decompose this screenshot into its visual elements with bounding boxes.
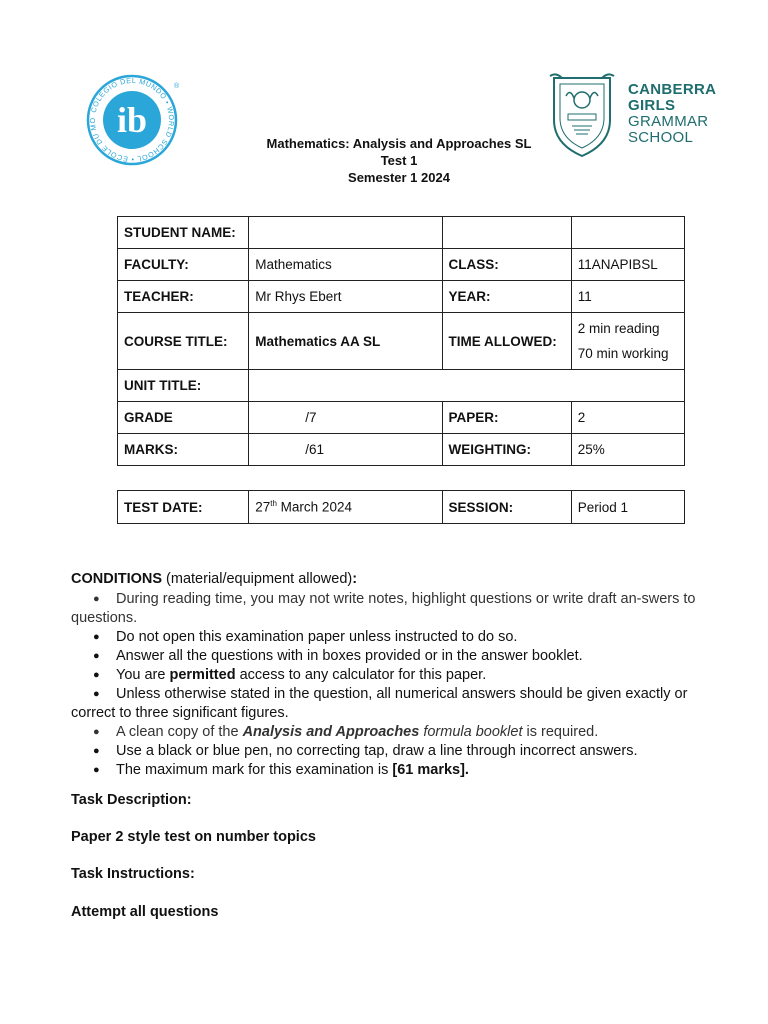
- unit-title-field[interactable]: [249, 370, 685, 402]
- school-name-line2: GIRLS: [628, 97, 676, 114]
- title-block: [200, 135, 598, 186]
- paper-value: 2: [571, 402, 684, 434]
- condition-item: ● Use a black or blue pen, no correcting tap, draw a line through incorrect answers.: [93, 743, 638, 759]
- condition-item: ● During reading time, you may not write notes, highlight questions or write draft an-swers to questions.: [71, 591, 696, 626]
- class-label: CLASS:: [442, 249, 571, 281]
- faculty-label: FACULTY:: [118, 249, 249, 281]
- task-instructions-value: Attempt all questions: [71, 904, 219, 920]
- time-allowed-label: TIME ALLOWED:: [442, 313, 571, 370]
- task-description-value: Paper 2 style test on number topics: [71, 829, 316, 845]
- test-number: Test 1: [380, 153, 418, 168]
- semester: Semester 1 2024: [348, 170, 450, 185]
- task-description-label: Task Description:: [71, 792, 192, 808]
- svg-text:®: ®: [174, 83, 180, 90]
- blank-cell: [442, 217, 571, 249]
- condition-item: ● Unless otherwise stated in the question, all numerical answers should be given exactly or correct to three significant figures.: [71, 686, 688, 721]
- grade-label: GRADE: [118, 402, 249, 434]
- year-value: 11: [571, 281, 684, 313]
- date-table: [117, 490, 685, 524]
- conditions-heading: CONDITIONS (material/equipment allowed):: [71, 571, 358, 587]
- reading-time: 2 min reading: [577, 321, 660, 336]
- course-title-label: COURSE TITLE:: [118, 313, 249, 370]
- class-value: 11ANAPIBSL: [571, 249, 684, 281]
- marks-label: MARKS:: [118, 434, 249, 466]
- session-value: Period 1: [571, 491, 684, 524]
- conditions-section: [71, 570, 711, 780]
- year-label: YEAR:: [442, 281, 571, 313]
- teacher-label: TEACHER:: [118, 281, 249, 313]
- working-time: 70 min working: [577, 346, 669, 361]
- grade-value[interactable]: /7: [249, 402, 442, 434]
- course-title-value: Mathematics AA SL: [249, 313, 442, 370]
- teacher-value: Mr Rhys Ebert: [249, 281, 442, 313]
- ib-logo: [84, 72, 180, 168]
- school-name-line3: GRAMMAR: [628, 113, 709, 130]
- condition-item: ● Do not open this examination paper unless instructed to do so.: [93, 629, 518, 645]
- student-name-label: STUDENT NAME:: [118, 217, 249, 249]
- test-date-label: TEST DATE:: [118, 491, 249, 524]
- school-name-line4: SCHOOL: [628, 129, 694, 146]
- marks-value[interactable]: /61: [249, 434, 442, 466]
- student-name-field[interactable]: [249, 217, 442, 249]
- condition-item: ● The maximum mark for this examination is [61 marks].: [93, 762, 469, 778]
- condition-item: ● Answer all the questions with in boxes provided or in the answer booklet.: [93, 648, 583, 664]
- task-instructions-label: Task Instructions:: [71, 866, 195, 882]
- paper-label: PAPER:: [442, 402, 571, 434]
- school-name-line1: CANBERRA: [628, 81, 717, 98]
- condition-item: ● A clean copy of the Analysis and Approaches formula booklet is required.: [93, 724, 599, 740]
- ib-mark: ib: [116, 100, 148, 140]
- condition-item: ● You are permitted access to any calculator for this paper.: [93, 667, 487, 683]
- page-title: Mathematics: Analysis and Approaches SL: [266, 136, 532, 151]
- faculty-value: Mathematics: [249, 249, 442, 281]
- test-date-value: 27th March 2024: [249, 491, 442, 524]
- info-table: [117, 216, 685, 466]
- session-label: SESSION:: [442, 491, 571, 524]
- time-allowed-value: [571, 313, 684, 370]
- blank-cell: [571, 217, 684, 249]
- weighting-label: WEIGHTING:: [442, 434, 571, 466]
- unit-title-label: UNIT TITLE:: [118, 370, 249, 402]
- svg-text:COLEGIO DEL MUNDO • WORLD SCHO: COLEGIO DEL MUNDO • WORLD SCHOOL • ÉCOLE DU MO: [87, 75, 177, 165]
- weighting-value: 25%: [571, 434, 684, 466]
